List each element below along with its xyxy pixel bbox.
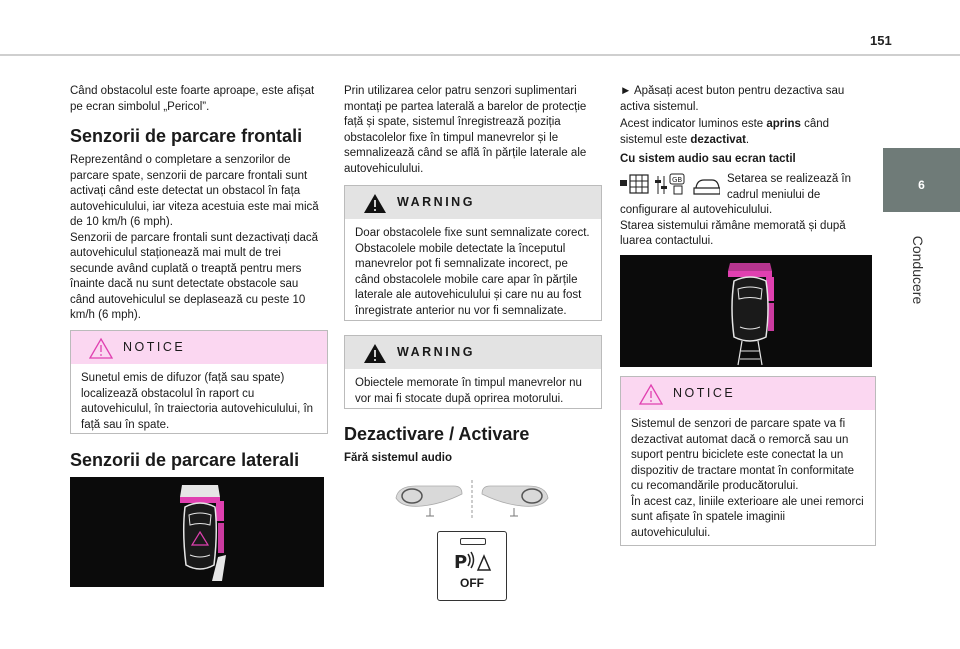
heading-deactivate: Dezactivare / Activare bbox=[344, 424, 530, 444]
chapter-number: 6 bbox=[918, 178, 925, 192]
front-sensors-text: Reprezentând o completare a senzorilor de parcare spate, senzorii de parcare frontali sunt activați când este detectat un obstacol în fața autovehiculului, iar viteza acestuia este mai mică de 10 km/h (6 mph). Senzorii de parcare frontali sunt dezactivați dacă autovehiculul staționează mai mult de trei secunde având cuplată o treaptă pentru mers înainte dacă nu sunt detectate obstacole sau când autovehiculul se deplasează cu peste 10 km/h (6 mph). bbox=[70, 154, 319, 321]
gb-label: GB bbox=[672, 176, 683, 184]
col1-intro: Când obstacolul este foarte aproape, este afișat pe ecran simbolul „Pericol”. bbox=[70, 85, 315, 113]
notice-title: NOTICE bbox=[123, 340, 186, 354]
warning-title: WARNING bbox=[397, 345, 475, 359]
warning-text: Doar obstacolele fixe sunt semnalizate corect. Obstacolele mobile detectate la începutul manevrelor pot fi semnalizate incorect, pe când obstacolele mobile care apar în părțile laterale ale autovehiculului și care nu au fost înregistrate anterior nu vor fi semnalizate. bbox=[355, 227, 590, 317]
off-label: OFF bbox=[460, 576, 484, 590]
warning-title: WARNING bbox=[397, 195, 475, 209]
header-rule bbox=[0, 54, 960, 56]
heading-side-sensors: Senzorii de parcare laterali bbox=[70, 450, 300, 470]
chapter-label: Conducere bbox=[910, 235, 926, 305]
menu-icons bbox=[620, 172, 720, 200]
heading-front-sensors: Senzorii de parcare frontali bbox=[70, 126, 303, 146]
park-assist-off-button[interactable] bbox=[437, 531, 507, 601]
dashboard-location-illustration bbox=[392, 476, 552, 520]
col2-intro: Prin utilizarea celor patru senzori suplimentari montați pe partea laterală a barelor de protecție față și spate, sistemul înregistrează poziția obstacolelor fixe în timpul manevrelor și le semnalizează când se află în părțile laterale ale autovehiculului. bbox=[344, 85, 587, 175]
setting-text-first: Setarea se realizează în cadrul meniului de bbox=[727, 173, 852, 201]
page-number: 151 bbox=[870, 33, 892, 48]
subheading-audio: Cu sistem audio sau ecran tactil bbox=[620, 153, 796, 165]
press-button-text: ► Apăsați acest buton pentru dezactiva sau activa sistemul. bbox=[620, 85, 845, 113]
notice-title: NOTICE bbox=[673, 386, 736, 400]
warning-triangle-icon bbox=[363, 342, 387, 364]
indicator-text: Acest indicator luminos este aprins când sistemul este dezactivat. bbox=[620, 118, 830, 146]
warning-triangle-icon bbox=[639, 383, 663, 405]
setting-text-rest: configurare al autovehiculului. Starea sistemului rămâne memorată și după luarea contactului. bbox=[620, 204, 846, 247]
warning-box-obstacles bbox=[344, 185, 602, 321]
chapter-tab[interactable] bbox=[883, 148, 960, 212]
notice-box-trailer bbox=[620, 376, 876, 546]
warning-triangle-icon bbox=[363, 192, 387, 214]
warning-triangle-icon bbox=[89, 337, 113, 359]
warning-text: Obiectele memorate în timpul manevrelor nu vor mai fi stocate după oprirea motorului. bbox=[355, 377, 582, 405]
park-sensor-icon bbox=[452, 548, 492, 576]
subheading-no-audio: Fără sistemul audio bbox=[344, 452, 453, 464]
notice-text: Sunetul emis de difuzor (față sau spate) localizează obstacolul în raport cu autovehiculul, în traiectoria autovehiculului, în față sau în spate. bbox=[81, 372, 314, 431]
side-sensors-illustration bbox=[70, 477, 324, 587]
svg-text:P: P bbox=[454, 552, 468, 573]
indicator-led bbox=[460, 538, 486, 545]
warning-box-memory bbox=[344, 335, 602, 409]
notice-text: Sistemul de senzori de parcare spate va fi dezactivat automat dacă o remorcă sau un suport pentru biciclete este conectat la un dispozitiv de tractare montat în conformitate cu recomandările producătorului. În acest caz, liniile exterioare ale unei remorci sunt afișate în spatele imaginii autovehiculului. bbox=[631, 418, 864, 539]
notice-box-speaker bbox=[70, 330, 328, 434]
rear-sensors-illustration bbox=[620, 255, 872, 367]
